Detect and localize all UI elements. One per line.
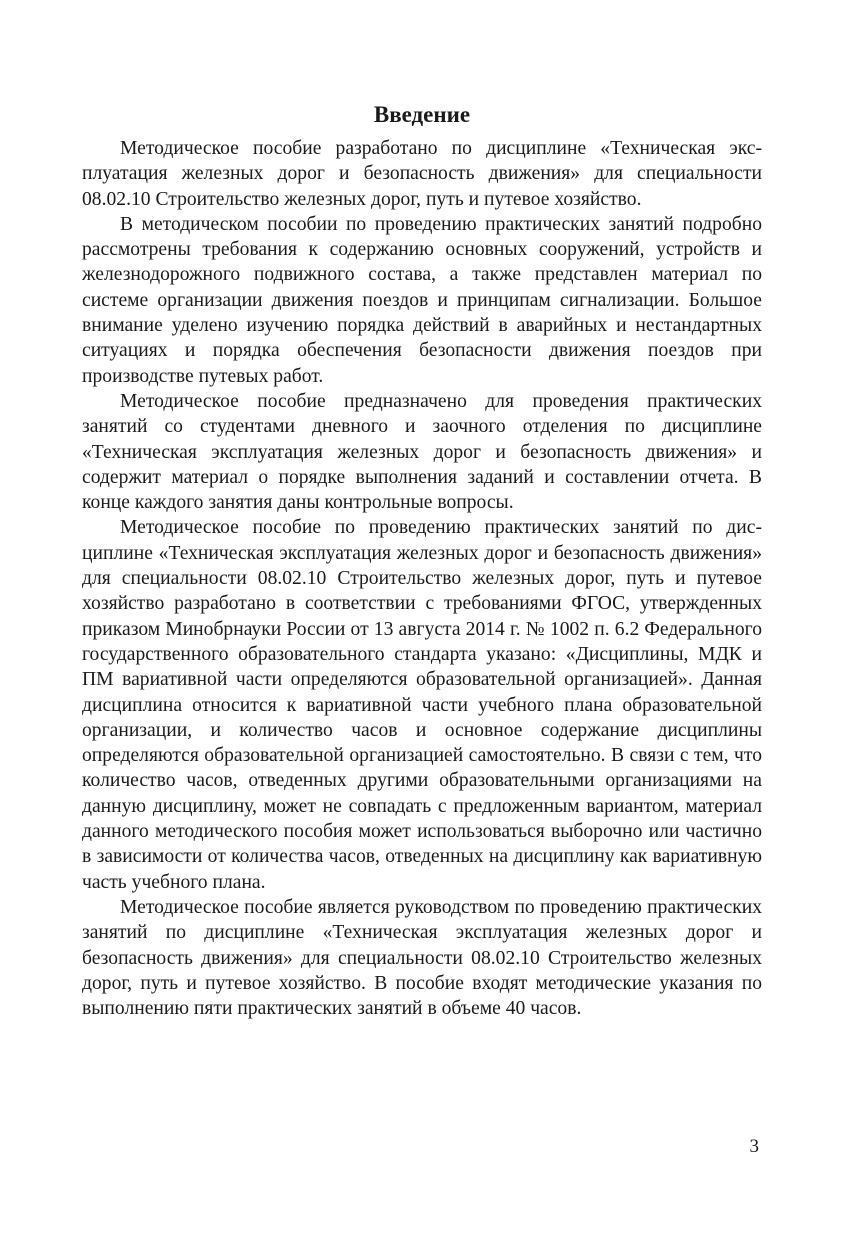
page-number: 3 [749,1136,759,1157]
paragraph-3: Методическое пособие предназначено для проведения практических занятий со студентами дневного и заочного отделения по дисциплине «Техническая эксплуатация железных дорог и безопасность движения» и содержит материал о порядке выполнения заданий и составлении отчета. В конце каждого занятия даны контрольные вопросы. [82,390,762,514]
paragraph-1: Методическое пособие разработано по дисциплине «Техническая эксплуатация железных дорог и безопасность движения» для специальности 08.02.10 Строительство железных дорог, путь и путевое хозяйство. [82,138,762,210]
section-title: Введение [373,102,471,127]
page-body [82,100,762,1021]
paragraph-5: Методическое пособие является руководством по проведению практических занятий по дисциплине «Техническая эксплуатация железных дорог и безопасность движения» для специальности 08.02.10 Строительство железных дорог, путь и путевое хозяйство. В пособие входят методические указания по выполнению пяти практических занятий в объеме 40 часов. [82,896,762,1020]
paragraph-4: Методическое пособие по проведению практических занятий по дисциплине «Техническая эксплуатация железных дорог и безопасность движения» для специальности 08.02.10 Строительство железных дорог, путь и путевое хозяйство разработано в соответствии с требованиями ФГОС, утвержденных приказом Минобрнауки России от 13 августа 2014 г. № 1002 п. 6.2 Федерального государственного образовательного стандарта указано: «Дисциплины, МДК и ПМ вариативной части определяются образовательной организацией». Данная дисциплина относится к вариативной части учебного плана образовательной организации, и количество часов и основное содержание дисциплины определяются образовательной организацией самостоятельно. В связи с тем, что количество часов, отведенных другими образовательными организациями на данную дисциплину, может не совпадать с предложенным вариантом, материал данного методического пособия может использоваться выборочно или частично в зависимости от количества часов, отведенных на дисциплину как вариативную часть учебного плана. [82,517,762,893]
paragraph-2: В методическом пособии по проведению практических занятий подробно рассмотрены требования к содержанию основных сооружений, устройств и железнодорожного подвижного состава, а также представлен материал по системе организации движения поездов и принципам сигнализации. Большое внимание уделено изучению порядка действий в аварийных и нестандартных ситуациях и порядка обеспечения безопасности движения поездов при производстве путевых работ. [82,213,762,387]
